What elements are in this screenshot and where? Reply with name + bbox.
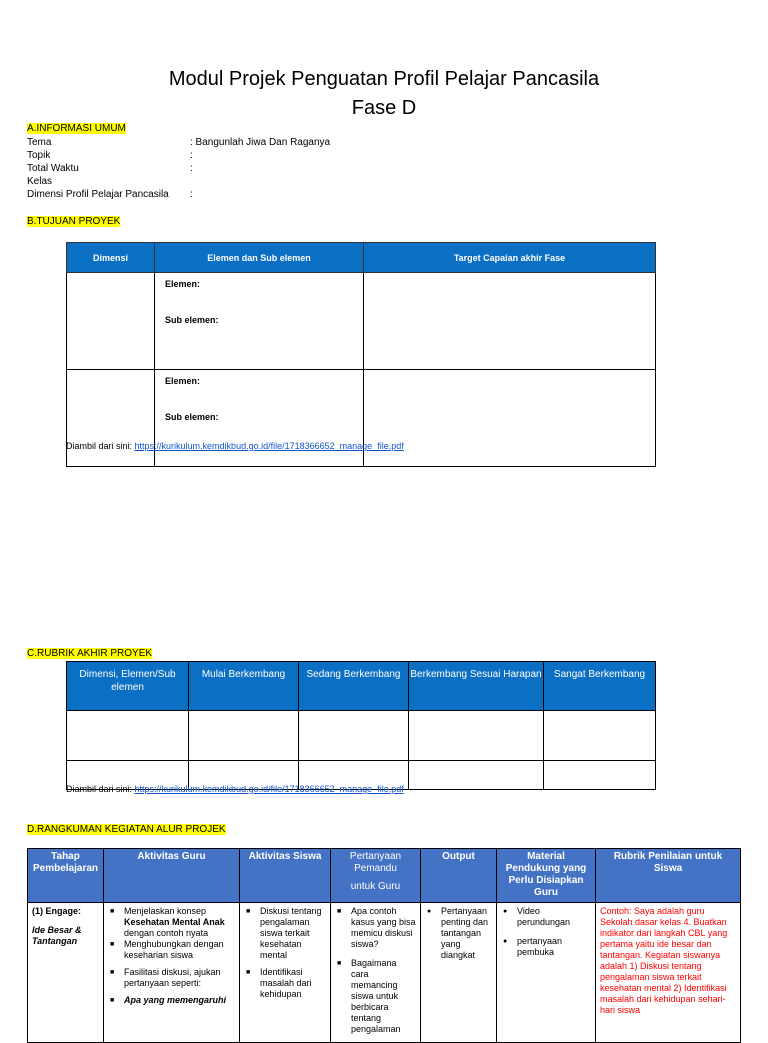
table-cell[interactable] <box>409 761 544 790</box>
document-subtitle: Fase D <box>351 97 417 119</box>
document-title: Modul Projek Penguatan Profil Pelajar Pancasila <box>168 68 600 90</box>
header-output: Output <box>421 849 497 903</box>
table-cell[interactable] <box>189 711 299 761</box>
cell-elemen[interactable]: Elemen: Sub elemen: <box>155 273 364 370</box>
header-sedang: Sedang Berkembang <box>299 662 409 711</box>
table-cell[interactable] <box>544 711 656 761</box>
header-sangat: Sangat Berkembang <box>544 662 656 711</box>
rubrik-akhir-table <box>66 661 656 790</box>
header-mulai: Mulai Berkembang <box>189 662 299 711</box>
header-dimensi-elemen: Dimensi, Elemen/Sub elemen <box>67 662 189 711</box>
alur-projek-table <box>27 848 741 1043</box>
source-note-b: Diambil dari sini: https://kurikulum.kemdikbud.go.id/file/1718366652_manage_file.pdf <box>66 441 404 451</box>
cell-aktivitas-siswa[interactable]: ■ Diskusi tentang pengalaman siswa terkait kesehatan mental ■ Identifikasi masalah dari kehidupan <box>240 903 331 1043</box>
section-b-heading: B.TUJUAN PROYEK <box>27 216 121 227</box>
cell-target[interactable] <box>364 370 656 467</box>
cell-output[interactable]: ● Pertanyaan penting dan tantangan yang diangkat <box>421 903 497 1043</box>
header-sesuai: Berkembang Sesuai Harapan <box>409 662 544 711</box>
table-row <box>67 711 656 761</box>
header-aktivitas-guru: Aktivitas Guru <box>104 849 240 903</box>
cell-dimensi[interactable] <box>67 273 155 370</box>
section-d-heading: D.RANGKUMAN KEGIATAN ALUR PROJEK <box>27 824 226 835</box>
table-cell[interactable] <box>409 711 544 761</box>
cell-pertanyaan[interactable]: ■ Apa contoh kasus yang bisa memicu diskusi siswa? ■ Bagaimana cara memancing siswa untuk berbicara tentang pengalaman <box>331 903 421 1043</box>
cell-aktivitas-guru[interactable]: ■ Menjelaskan konsep Kesehatan Mental Anak dengan contoh nyata ■ Menghubungkan dengan keseharian siswa ■ Fasilitasi diskusi, ajukan pertanyaan seperti: ■ Apa yang memengaruhi <box>104 903 240 1043</box>
source-link[interactable]: https://kurikulum.kemdikbud.go.id/file/1718366652_manage_file.pdf <box>134 784 404 794</box>
header-pertanyaan: Pertanyaan Pemandu untuk Guru <box>331 849 421 903</box>
cell-target[interactable] <box>364 273 656 370</box>
table-cell[interactable] <box>67 711 189 761</box>
table-cell[interactable] <box>299 711 409 761</box>
header-elemen: Elemen dan Sub elemen <box>155 243 364 273</box>
header-target: Target Capaian akhir Fase <box>364 243 656 273</box>
header-aktivitas-siswa: Aktivitas Siswa <box>240 849 331 903</box>
table-cell[interactable] <box>544 761 656 790</box>
header-material: Material Pendukung yang Perlu Disiapkan Guru <box>497 849 596 903</box>
cell-material[interactable]: ● Video perundungan ● pertanyaan pembuka <box>497 903 596 1043</box>
source-note-c: Diambil dari sini: https://kurikulum.kemdikbud.go.id/file/1718366652_manage_file.pdf <box>66 784 404 794</box>
header-rubrik: Rubrik Penilaian untuk Siswa <box>596 849 741 903</box>
source-link[interactable]: https://kurikulum.kemdikbud.go.id/file/1718366652_manage_file.pdf <box>134 441 404 451</box>
tujuan-proyek-table <box>66 242 656 467</box>
header-tahap: Tahap Pembelajaran <box>28 849 104 903</box>
header-dimensi: Dimensi <box>67 243 155 273</box>
cell-rubrik[interactable]: Contoh: Saya adalah guru Sekolah dasar kelas 4. Buatkan indikator dari langkah CBL yang pertama yaitu ide besar dan tantangan. Kegiatan siswanya adalah 1) Diskusi tentang pengalaman siswa terkait kesehatan mental 2) Identifikasi masalah dari kehidupan sehari-hari siswa <box>596 903 741 1043</box>
cell-elemen[interactable]: Elemen: Sub elemen: <box>155 370 364 467</box>
cell-tahap[interactable]: (1) Engage: Ide Besar & Tantangan <box>28 903 104 1043</box>
table-row <box>67 273 656 370</box>
section-a-heading: A.INFORMASI UMUM <box>27 123 126 134</box>
table-row <box>28 903 741 1043</box>
section-c-heading: C.RUBRIK AKHIR PROYEK <box>27 648 153 659</box>
